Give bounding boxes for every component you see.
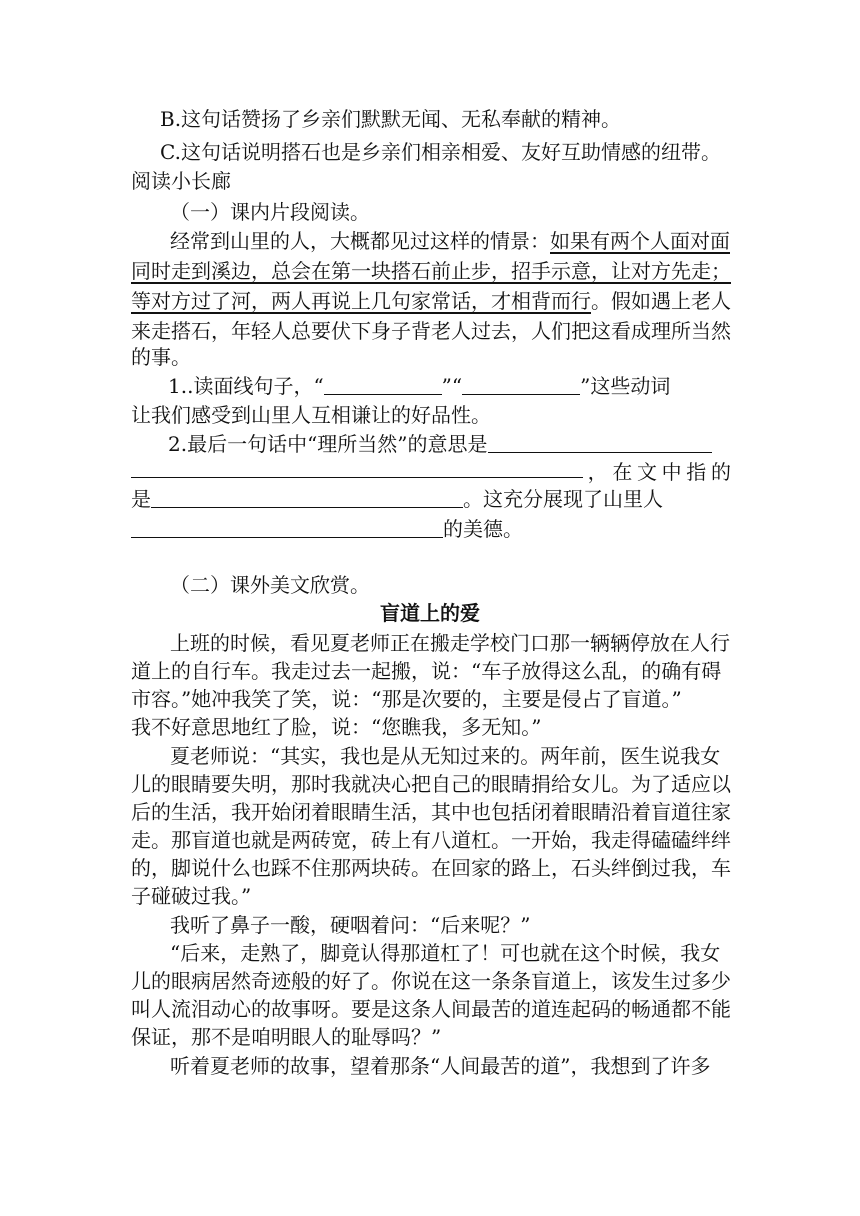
question-text: 的美德。 [443,517,523,541]
article-line: 我听了鼻子一酸，硬咽着问：“后来呢？” [170,913,531,937]
article-line: 后的生活，我开始闭着眼睛生活，其中也包括闭着眼睛沿着盲道往家 [131,800,731,824]
article-line: 我不好意思地红了脸，说：“您瞧我，多无知。” [131,715,542,739]
question-2 [168,429,768,459]
answer-blank[interactable] [324,374,442,395]
article-line: 儿的眼睛要失明，那时我就决心把自己的眼睛捐给女儿。为了适应以 [131,772,731,796]
article-line: “后来，走熟了，脚竟认得那道杠了！可也就在这个时候，我女 [170,941,721,965]
question-2-line-4 [131,514,731,544]
question-text: 指 [686,460,707,484]
option-b: B.这句话赞扬了乡亲们默默无闻、无私奉献的精神。 [160,107,622,131]
underlined-sentence: 等对方过了河，两人再说上几句家常话，才相背而行 [131,289,591,313]
question-text: ， [587,460,608,484]
article-line: 走。那盲道也就是两砖宽，砖上有八道杠。一开始，我走得磕磕绊绊 [131,828,731,852]
article-line: 的，脚说什么也踩不住那两块砖。在回家的路上，石头绊倒过我，车 [131,856,731,880]
part1-heading: （一）课内片段阅读。 [170,200,370,224]
question-text: 1..读面线句子，“ [168,374,324,398]
article-line: 市容。”她冲我笑了笑，说：“那是次要的，主要是侵占了盲道。” [131,687,682,711]
passage-text: 经常到山里的人，大概都见过这样的情景： [170,229,550,253]
question-text: 文 [636,460,657,484]
passage-line-5: 的事。 [131,345,191,369]
article-line: 保证，那不是咱明眼人的耻辱吗？” [131,1025,442,1049]
article-line: 上班的时候，看见夏老师正在搬走学校门口那一辆辆停放在人行 [170,631,730,655]
question-text: 2.最后一句话中“理所当然”的意思是 [168,432,488,456]
answer-blank[interactable] [131,457,583,478]
passage-line-2 [131,256,731,286]
article-line: 儿的眼病居然奇迹般的好了。你说在这一条条盲道上，该发生过多少 [131,969,731,993]
section-heading: 阅读小长廊 [131,169,231,193]
article-title: 盲道上的爱 [380,601,480,625]
passage-text: 。假如遇上老人 [591,289,731,313]
question-text: 。这充分展现了山里人 [463,487,663,511]
question-text: ”这些动词 [580,374,671,398]
answer-blank[interactable] [488,432,712,453]
underlined-sentence: 如果有两个人面对面 [550,229,730,253]
part2-heading: （二）课外美文欣赏。 [170,573,370,597]
answer-blank[interactable] [151,487,463,508]
question-text: 在 [612,460,633,484]
article-line: 道上的自行车。我走过去一起搬，说：“车子放得这么乱，的确有碍 [131,659,722,683]
question-text: 是 [131,487,151,511]
question-2-line-3 [131,484,731,514]
article-line: 听着夏老师的故事，望着那条“人间最苦的道”，我想到了许多 [170,1054,711,1078]
answer-blank[interactable] [131,517,443,538]
question-2-line-2 [131,457,731,487]
question-text: 的 [710,460,731,484]
question-text: 中 [661,460,682,484]
question-1-line-2: 让我们感受到山里人互相谦让的好品性。 [131,403,491,427]
article-line: 叫人流泪动心的故事呀。要是这条人间最苦的道连起码的畅通都不能 [131,997,731,1021]
article-line: 子碰破过我。” [131,884,252,908]
passage-line-1 [170,226,770,256]
passage-line-3 [131,286,731,316]
option-c: C.这句话说明搭石也是乡亲们相亲相爱、友好互助情感的纽带。 [160,140,721,164]
article-line: 夏老师说：“其实，我也是从无知过来的。两年前，医生说我女 [170,744,721,768]
question-1 [168,371,768,401]
passage-line-4: 来走搭石，年轻人总要伏下身子背老人过去，人们把这看成理所当然 [131,319,731,343]
question-text: ”“ [441,374,463,398]
underlined-sentence: 同时走到溪边，总会在第一块搭石前止步，招手示意，让对方先走； [131,259,731,283]
answer-blank[interactable] [462,374,580,395]
